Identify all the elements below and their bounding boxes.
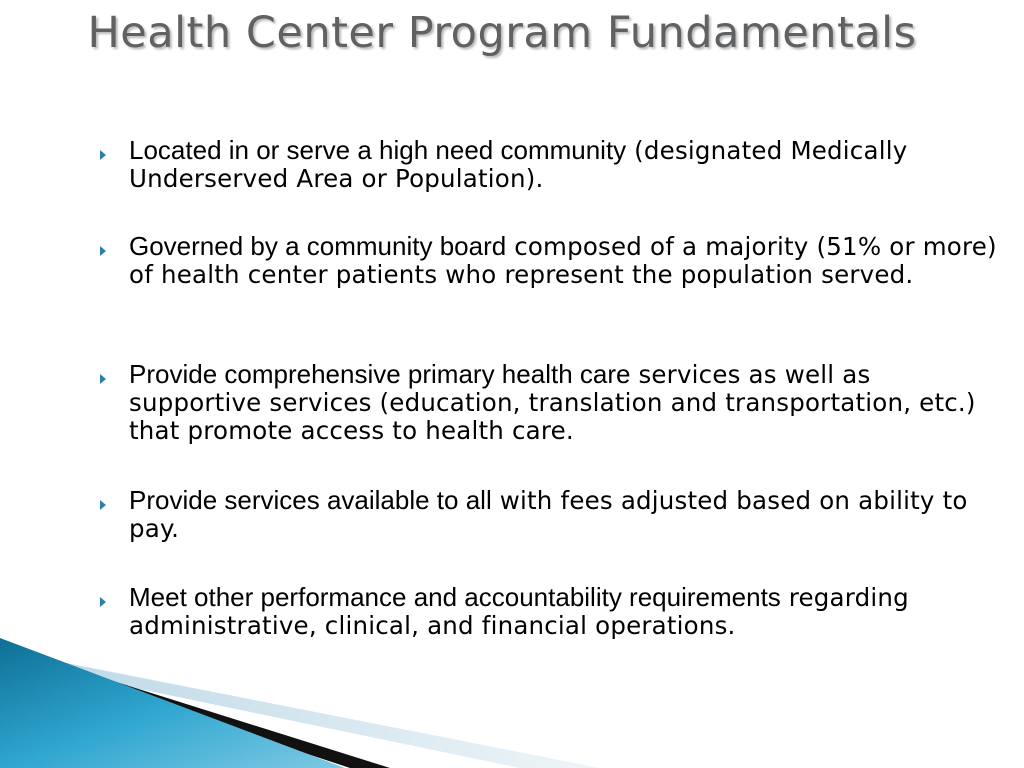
bullet-body: regarding administrative, clinical, and financial operations. [129,583,909,640]
bullet-text [129,360,999,445]
bullet-body: services as well as supportive services (education, translation and transportation, etc.) that promote access to health care. [129,360,976,445]
bullet-emphasis: Meet other performance and accountability requirements [129,582,781,612]
slide-title: Health Center Program Fundamentals [87,8,917,58]
corner-swoosh-decoration [0,638,1024,768]
bullet-emphasis: Provide comprehensive primary health care [129,359,631,389]
bullet-text [129,486,999,543]
triangle-right-icon [100,246,106,256]
bullet-body: composed of a majority (51% or more) of health center patients who represent the population served. [129,232,997,289]
bullet-emphasis: Located in or serve a high need community [129,135,627,165]
bullet-body: with fees adjusted based on ability to pay. [129,486,968,543]
triangle-right-icon [100,597,106,607]
bullet-emphasis: Governed by a community board [129,231,507,261]
triangle-right-icon [100,150,106,160]
bullet-text [129,583,999,640]
triangle-right-icon [100,500,106,510]
bullet-emphasis: Provide services available to all [129,485,492,515]
bullet-body: (designated Medically Underserved Area or Population). [129,136,908,193]
bullet-text [129,232,999,289]
swoosh-teal-band [0,638,345,768]
triangle-right-icon [100,374,106,384]
bullet-text [129,136,999,193]
